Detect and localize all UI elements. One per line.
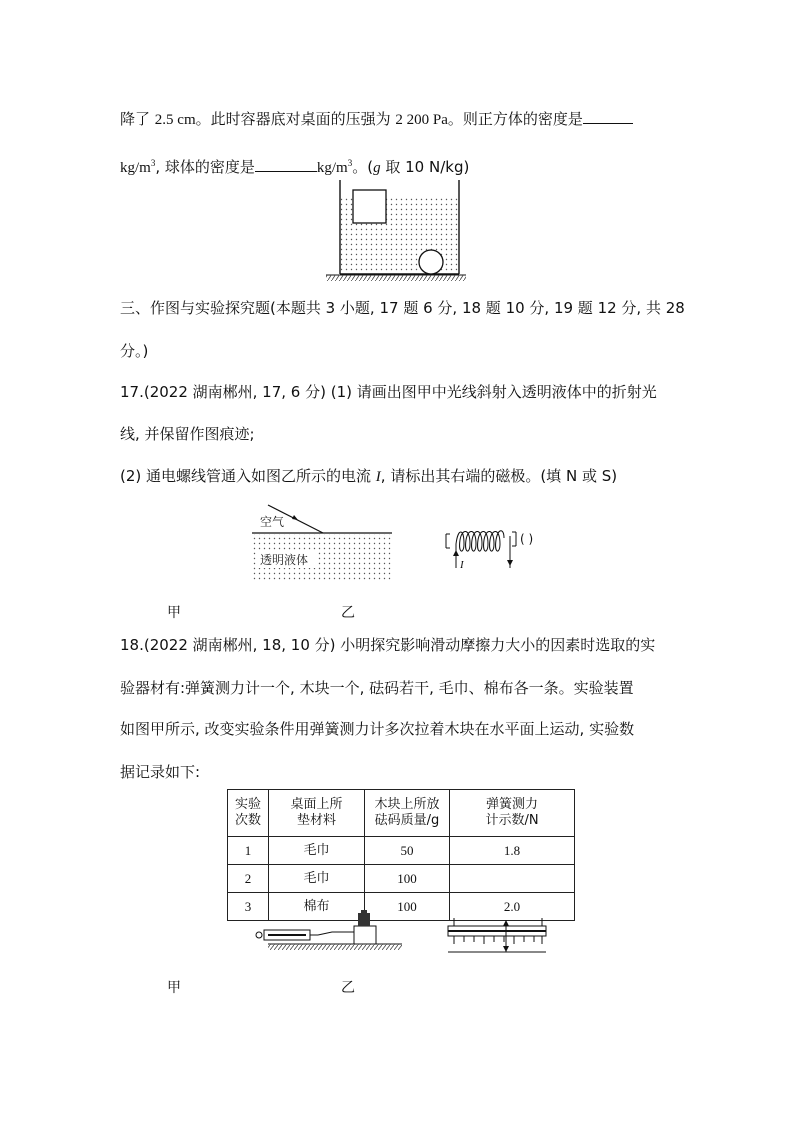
header-trial: 实验 次数	[228, 790, 269, 837]
table-row: 2 毛巾 100	[228, 865, 575, 893]
q16-line2: $kg/m^3$, 球体的密度是 $kg/m^3$。(g 取 10 N/kg)	[120, 158, 470, 176]
table-row: 1 毛巾 50 1.8	[228, 837, 575, 865]
caption-jia-2: 甲	[167, 980, 181, 996]
coil-windings	[456, 531, 504, 551]
answer-blank-sphere-density[interactable]	[255, 157, 317, 172]
q18-line2: 验器材有:弹簧测力计一个, 木块一个, 砝码若干, 毛巾、棉布各一条。实验装置	[120, 679, 634, 697]
refraction-figure	[248, 502, 396, 586]
solenoid-figure	[440, 522, 560, 572]
scale-reading-figure	[446, 912, 550, 960]
header-force: 弹簧测力 计示数/N	[450, 790, 575, 837]
section3-heading: 三、作图与实验探究题(本题共 3 小题, 17 题 6 分, 18 题 10 分, 19 题 12 分, 共 28	[120, 299, 685, 317]
friction-setup-figure	[250, 910, 410, 958]
cube-block	[353, 190, 386, 223]
answer-cell-force[interactable]	[450, 865, 575, 893]
friction-data-table	[227, 789, 575, 921]
wood-block	[354, 926, 376, 944]
q18-line4: 据记录如下:	[120, 763, 201, 781]
q18-line1: 18.(2022 湖南郴州, 18, 10 分) 小明探究影响滑动摩擦力大小的因素时选取的实	[120, 636, 656, 654]
caption-yi-2: 乙	[341, 980, 355, 996]
header-material: 桌面上所 垫材料	[269, 790, 365, 837]
section3-heading-cont: 分。)	[120, 342, 149, 360]
table-row: 3 棉布 100 2.0	[228, 893, 575, 921]
caption-jia: 甲	[167, 605, 181, 621]
caption-yi: 乙	[341, 605, 355, 621]
q17-line2: 线, 并保留作图痕迹;	[120, 425, 255, 443]
q17-line3: (2) 通电螺线管通入如图乙所示的电流 I, 请标出其右端的磁极。(填 N 或 S)	[120, 467, 618, 485]
header-mass: 木块上所放 砝码质量/g	[365, 790, 450, 837]
q17-line1: 17.(2022 湖南郴州, 17, 6 分) (1) 请画出图甲中光线斜射入透明液体中的折射光	[120, 383, 657, 401]
liquid-label: 透明液体	[260, 553, 309, 567]
q18-line3: 如图甲所示, 改变实验条件用弹簧测力计多次拉着木块在水平面上运动, 实验数	[120, 720, 635, 738]
container-figure	[320, 178, 470, 284]
sphere-ball	[419, 250, 443, 274]
current-label: I	[460, 559, 464, 571]
weight-mass	[358, 913, 370, 926]
answer-blank-cube-density[interactable]	[583, 109, 633, 124]
pole-answer-bracket[interactable]: ( )	[520, 532, 534, 546]
air-label: 空气	[260, 515, 285, 529]
q16-line1: 降了 2.5 cm。此时容器底对桌面的压强为 2 200 Pa。则正方体的密度是	[120, 109, 633, 130]
table-header-row	[228, 790, 575, 837]
